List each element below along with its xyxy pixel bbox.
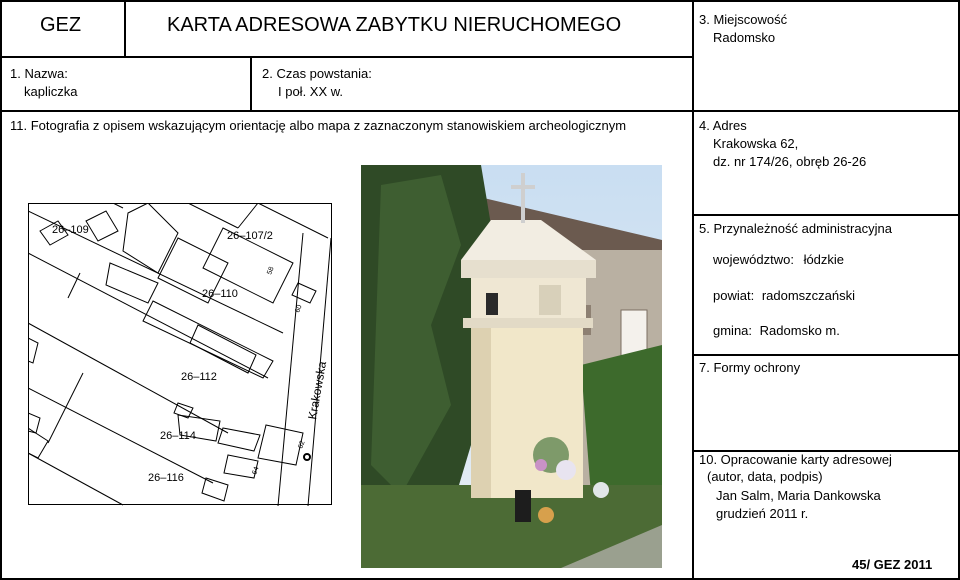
wojewodztwo-value: łódzkie	[803, 252, 845, 267]
house-number-62: 62	[297, 439, 307, 450]
adres-label: 4. Adres	[699, 118, 747, 133]
gmina-value: Radomsko m.	[759, 323, 840, 338]
photo-label: 11. Fotografia z opisem wskazującym orientację albo mapa z zaznaczonym stanowiskiem archeologicznym	[10, 118, 627, 133]
nazwa-label: 1. Nazwa:	[10, 66, 68, 81]
powiat-row	[713, 288, 855, 303]
parcel-label-26-107: 26–107/2	[227, 230, 273, 242]
gmina-row	[713, 323, 840, 338]
adres-line1: Krakowska 62,	[713, 136, 799, 151]
opracowanie-label: 10. Opracowanie karty adresowej	[699, 452, 892, 467]
czas-value: I poł. XX w.	[278, 84, 344, 99]
opracowanie-sub: (autor, data, podpis)	[707, 469, 823, 484]
nazwa-value: kapliczka	[24, 84, 78, 99]
powiat-value: radomszczański	[761, 288, 856, 303]
miejscowosc-label: 3. Miejscowość	[699, 12, 788, 27]
cadastral-map	[28, 203, 333, 506]
parcel-label-26-116: 26–116	[148, 472, 184, 484]
parcel-label-26-110: 26–110	[202, 288, 238, 300]
house-number-58: 58	[266, 265, 276, 276]
house-number-60: 60	[294, 303, 304, 314]
street-label: Krakowska	[305, 360, 330, 421]
miejscowosc-value: Radomsko	[713, 30, 776, 45]
header-title: KARTA ADRESOWA ZABYTKU NIERUCHOMEGO	[167, 14, 622, 36]
czas-label: 2. Czas powstania:	[262, 66, 372, 81]
opracowanie-authors: Jan Salm, Maria Dankowska	[716, 488, 881, 503]
card-number: 45/ GEZ 2011	[852, 557, 933, 572]
parcel-label-26-114: 26–114	[160, 430, 196, 442]
house-number-64: 64	[251, 465, 261, 476]
header-code: GEZ	[40, 14, 82, 36]
wojewodztwo-row	[713, 252, 844, 267]
powiat-label: powiat:	[713, 288, 755, 303]
formy-label: 7. Formy ochrony	[699, 360, 801, 375]
parcel-label-26-112: 26–112	[181, 371, 217, 383]
wojewodztwo-label: województwo:	[713, 252, 794, 267]
parcel-label-26-109: 26–109	[52, 224, 89, 236]
gmina-label: gmina:	[713, 323, 753, 338]
shrine-photo	[361, 165, 662, 568]
opracowanie-date: grudzień 2011 r.	[716, 506, 809, 521]
adres-line2: dz. nr 174/26, obręb 26-26	[713, 154, 867, 169]
przynaleznosc-label: 5. Przynależność administracyjna	[699, 221, 892, 236]
